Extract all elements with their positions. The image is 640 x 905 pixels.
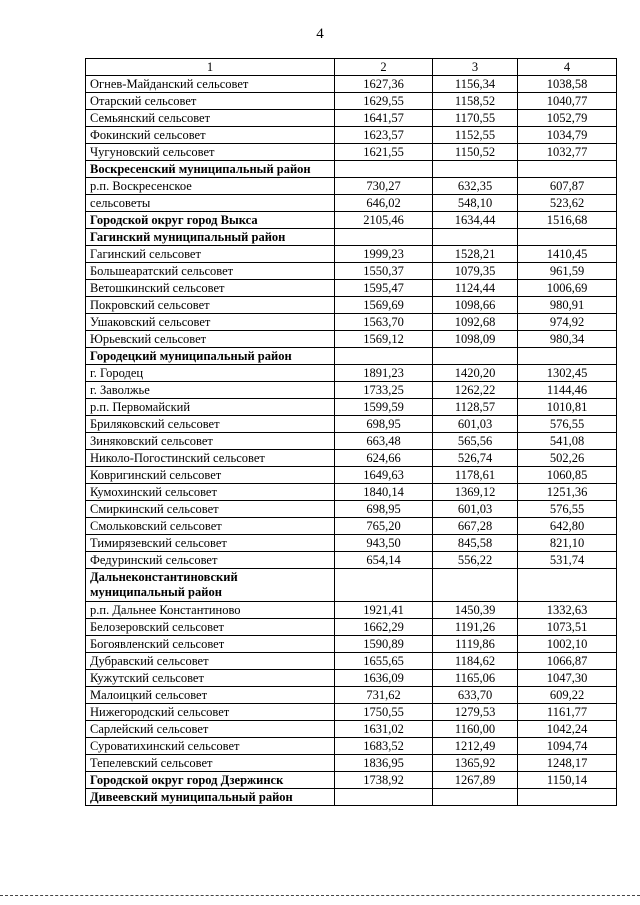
row-col4-cell: 974,92 [518,314,617,331]
row-col3-cell [433,348,518,365]
table-row [86,144,617,161]
row-col3-cell: 1262,22 [433,382,518,399]
row-col4-cell: 523,62 [518,195,617,212]
row-col4-cell: 1060,85 [518,467,617,484]
row-name-cell: Кужутский сельсовет [86,670,335,687]
row-col2-cell: 1649,63 [335,467,433,484]
table-row [86,670,617,687]
row-col2-cell: 1631,02 [335,721,433,738]
row-col4-cell: 1094,74 [518,738,617,755]
row-col3-cell: 1191,26 [433,619,518,636]
row-name-cell: Гагинский муниципальный район [86,229,335,246]
row-col4-cell: 1410,45 [518,246,617,263]
row-col2-cell [335,348,433,365]
table-row [86,348,617,365]
row-col2-cell [335,229,433,246]
row-name-cell: Огнев-Майданский сельсовет [86,76,335,93]
page-bottom-rule [0,895,640,896]
row-col4-cell: 821,10 [518,535,617,552]
row-col4-cell: 1150,14 [518,772,617,789]
row-name-cell: Тимирязевский сельсовет [86,535,335,552]
row-col3-cell [433,569,518,602]
row-col3-cell: 1178,61 [433,467,518,484]
row-col3-cell: 1170,55 [433,110,518,127]
row-col4-cell: 1006,69 [518,280,617,297]
table-row [86,535,617,552]
row-name-cell: г. Городец [86,365,335,382]
row-col4-cell: 609,22 [518,687,617,704]
table-row [86,789,617,806]
row-name-cell: Дивеевский муниципальный район [86,789,335,806]
row-col2-cell: 1750,55 [335,704,433,721]
row-name-cell: г. Заволжье [86,382,335,399]
row-col3-cell: 1128,57 [433,399,518,416]
row-col3-cell: 565,56 [433,433,518,450]
row-col3-cell: 1092,68 [433,314,518,331]
row-col2-cell: 765,20 [335,518,433,535]
row-col2-cell: 1840,14 [335,484,433,501]
row-name-cell: Суроватихинский сельсовет [86,738,335,755]
row-col2-cell: 1662,29 [335,619,433,636]
row-col3-cell: 1158,52 [433,93,518,110]
row-col4-cell: 1302,45 [518,365,617,382]
row-col2-cell: 663,48 [335,433,433,450]
table-row [86,602,617,619]
table-row [86,382,617,399]
row-col4-cell: 1066,87 [518,653,617,670]
row-col2-cell: 1569,12 [335,331,433,348]
table-row [86,738,617,755]
row-col4-cell: 1040,77 [518,93,617,110]
row-col3-cell: 633,70 [433,687,518,704]
row-col3-cell: 845,58 [433,535,518,552]
table-row [86,484,617,501]
row-col4-cell: 541,08 [518,433,617,450]
row-name-cell: Городской округ город Выкса [86,212,335,229]
row-col4-cell: 502,26 [518,450,617,467]
row-col3-cell: 1369,12 [433,484,518,501]
row-name-cell: Воскресенский муниципальный район [86,161,335,178]
row-col4-cell: 1161,77 [518,704,617,721]
table-row [86,127,617,144]
row-col4-cell: 980,91 [518,297,617,314]
table-row [86,399,617,416]
header-col-1: 1 [86,59,335,76]
row-name-cell: Кумохинский сельсовет [86,484,335,501]
table-row [86,450,617,467]
row-name-cell: Смиркинский сельсовет [86,501,335,518]
row-name-cell: Николо-Погостинский сельсовет [86,450,335,467]
row-col4-cell: 576,55 [518,416,617,433]
row-name-cell: р.п. Первомайский [86,399,335,416]
row-name-cell: Богоявленский сельсовет [86,636,335,653]
row-name-cell: Городской округ город Дзержинск [86,772,335,789]
row-col3-cell: 556,22 [433,552,518,569]
row-name-cell: Ковригинский сельсовет [86,467,335,484]
row-col3-cell [433,229,518,246]
row-name-cell: Тепелевский сельсовет [86,755,335,772]
page-number: 4 [316,26,324,42]
row-col2-cell: 730,27 [335,178,433,195]
row-col3-cell: 1152,55 [433,127,518,144]
row-col2-cell: 1590,89 [335,636,433,653]
row-name-cell: Бриляковский сельсовет [86,416,335,433]
row-col2-cell: 1563,70 [335,314,433,331]
row-name-cell: Нижегородский сельсовет [86,704,335,721]
row-col2-cell: 1550,37 [335,263,433,280]
row-col4-cell: 1248,17 [518,755,617,772]
table-row [86,653,617,670]
row-col3-cell: 1119,86 [433,636,518,653]
row-col3-cell: 1124,44 [433,280,518,297]
table-row [86,619,617,636]
row-name-cell: Городецкий муниципальный район [86,348,335,365]
data-table [85,58,617,806]
row-col3-cell: 1634,44 [433,212,518,229]
row-name-cell: сельсоветы [86,195,335,212]
row-col3-cell: 1450,39 [433,602,518,619]
row-col2-cell: 1738,92 [335,772,433,789]
row-col3-cell: 667,28 [433,518,518,535]
header-col-2: 2 [335,59,433,76]
table-row [86,518,617,535]
row-name-cell: Большеаратский сельсовет [86,263,335,280]
row-col3-cell: 1184,62 [433,653,518,670]
row-name-cell: р.п. Воскресенское [86,178,335,195]
table-row [86,721,617,738]
row-col4-cell: 1073,51 [518,619,617,636]
row-name-cell: Покровский сельсовет [86,297,335,314]
table-row [86,772,617,789]
table-row [86,704,617,721]
row-col4-cell: 1516,68 [518,212,617,229]
header-col-4: 4 [518,59,617,76]
row-col2-cell: 1623,57 [335,127,433,144]
table-row [86,636,617,653]
row-col3-cell: 1098,09 [433,331,518,348]
row-name-cell: Чугуновский сельсовет [86,144,335,161]
row-col3-cell: 1165,06 [433,670,518,687]
row-col3-cell: 1212,49 [433,738,518,755]
row-name-cell: Юрьевский сельсовет [86,331,335,348]
row-col2-cell: 2105,46 [335,212,433,229]
row-col2-cell: 1891,23 [335,365,433,382]
row-col3-cell: 1160,00 [433,721,518,738]
row-col2-cell: 943,50 [335,535,433,552]
row-name-cell: Сарлейский сельсовет [86,721,335,738]
row-col4-cell: 1002,10 [518,636,617,653]
row-col4-cell: 1332,63 [518,602,617,619]
row-col2-cell: 1636,09 [335,670,433,687]
row-col4-cell: 961,59 [518,263,617,280]
table-row [86,212,617,229]
row-col4-cell: 1251,36 [518,484,617,501]
row-col2-cell: 1683,52 [335,738,433,755]
row-col3-cell: 1279,53 [433,704,518,721]
table-row [86,467,617,484]
row-col3-cell: 526,74 [433,450,518,467]
row-col2-cell: 1733,25 [335,382,433,399]
table-row [86,263,617,280]
row-col2-cell: 1921,41 [335,602,433,619]
row-name-cell: Зиняковский сельсовет [86,433,335,450]
row-col2-cell: 646,02 [335,195,433,212]
header-col-3: 3 [433,59,518,76]
row-col2-cell: 1621,55 [335,144,433,161]
table-row [86,110,617,127]
row-col3-cell [433,161,518,178]
row-name-cell: Федуринский сельсовет [86,552,335,569]
table-row [86,297,617,314]
row-col4-cell [518,229,617,246]
row-col3-cell: 1098,66 [433,297,518,314]
row-name-cell: Ушаковский сельсовет [86,314,335,331]
row-col3-cell: 601,03 [433,416,518,433]
row-col2-cell: 1836,95 [335,755,433,772]
row-name-cell: Гагинский сельсовет [86,246,335,263]
table-header-row [86,59,617,76]
row-col4-cell [518,348,617,365]
row-col4-cell: 1010,81 [518,399,617,416]
row-col4-cell [518,789,617,806]
table-row [86,755,617,772]
row-col4-cell: 1034,79 [518,127,617,144]
row-col4-cell: 1052,79 [518,110,617,127]
table-row [86,501,617,518]
row-col4-cell: 1032,77 [518,144,617,161]
row-col2-cell: 1641,57 [335,110,433,127]
row-col3-cell: 1156,34 [433,76,518,93]
row-name-cell: Белозеровский сельсовет [86,619,335,636]
row-col4-cell: 576,55 [518,501,617,518]
row-col3-cell: 1150,52 [433,144,518,161]
table-row [86,331,617,348]
row-col4-cell: 642,80 [518,518,617,535]
row-col3-cell: 1420,20 [433,365,518,382]
row-col4-cell: 607,87 [518,178,617,195]
table-row [86,178,617,195]
row-col4-cell: 1144,46 [518,382,617,399]
row-col3-cell: 1267,89 [433,772,518,789]
row-col2-cell [335,569,433,602]
row-col3-cell: 632,35 [433,178,518,195]
row-col2-cell: 1629,55 [335,93,433,110]
table-row [86,93,617,110]
table-row [86,246,617,263]
row-col2-cell: 654,14 [335,552,433,569]
row-col2-cell: 624,66 [335,450,433,467]
table-body [86,76,617,806]
row-col2-cell: 1569,69 [335,297,433,314]
row-name-cell: Дальнеконстантиновский муниципальный район [86,569,335,602]
row-col4-cell: 1047,30 [518,670,617,687]
row-name-cell: Дубравский сельсовет [86,653,335,670]
table-row [86,365,617,382]
row-col3-cell: 1528,21 [433,246,518,263]
row-col4-cell: 531,74 [518,552,617,569]
table-row [86,314,617,331]
row-col2-cell: 1627,36 [335,76,433,93]
row-col4-cell [518,569,617,602]
row-col3-cell: 601,03 [433,501,518,518]
row-name-cell: Семьянский сельсовет [86,110,335,127]
row-col2-cell: 1999,23 [335,246,433,263]
row-col4-cell [518,161,617,178]
table-row [86,433,617,450]
row-name-cell: р.п. Дальнее Константиново [86,602,335,619]
row-name-cell: Фокинский сельсовет [86,127,335,144]
row-col2-cell: 1599,59 [335,399,433,416]
row-name-cell: Смольковский сельсовет [86,518,335,535]
table-row [86,687,617,704]
row-col3-cell [433,789,518,806]
row-name-cell: Ветошкинский сельсовет [86,280,335,297]
row-col2-cell: 1655,65 [335,653,433,670]
row-col2-cell: 698,95 [335,416,433,433]
row-col3-cell: 1365,92 [433,755,518,772]
row-col4-cell: 1042,24 [518,721,617,738]
table-row [86,195,617,212]
table-row [86,416,617,433]
row-col2-cell [335,161,433,178]
row-col3-cell: 548,10 [433,195,518,212]
row-name-cell: Малоицкий сельсовет [86,687,335,704]
table-row [86,569,617,602]
table-row [86,552,617,569]
row-col4-cell: 980,34 [518,331,617,348]
row-col2-cell: 1595,47 [335,280,433,297]
row-col2-cell: 731,62 [335,687,433,704]
table-row [86,76,617,93]
table-row [86,161,617,178]
row-name-cell: Отарский сельсовет [86,93,335,110]
row-col2-cell: 698,95 [335,501,433,518]
table-row [86,229,617,246]
table-row [86,280,617,297]
row-col3-cell: 1079,35 [433,263,518,280]
row-col2-cell [335,789,433,806]
row-col4-cell: 1038,58 [518,76,617,93]
